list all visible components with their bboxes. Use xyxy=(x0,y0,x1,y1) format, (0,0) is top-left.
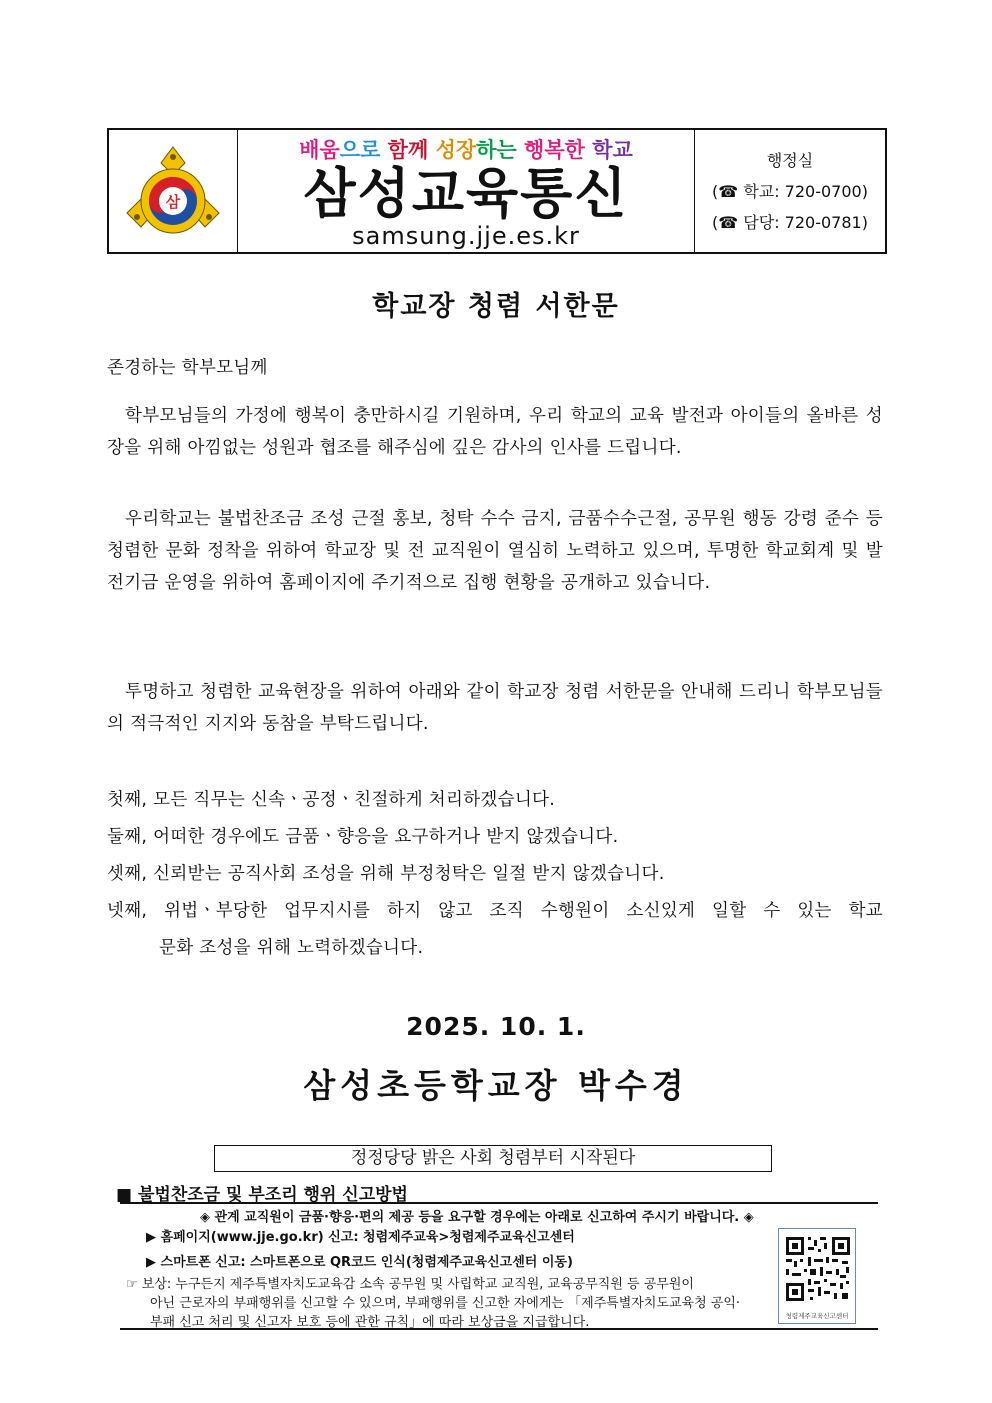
slogan xyxy=(238,134,694,164)
emblem-char: 삼 xyxy=(165,193,181,211)
qr-code[interactable] xyxy=(778,1228,856,1324)
letter-date: 2025. 10. 1. xyxy=(406,1012,586,1041)
report-box xyxy=(120,1202,878,1330)
paragraph-1-text: 학부모님들의 가정에 행복이 충만하시길 기원하며, 우리 학교의 교육 발전과 아이들의 올바른 성장을 위해 아낌없는 성원과 협조를 해주심에 깊은 감사의 인사를 드립니다. xyxy=(107,406,883,458)
phone-school: (☎ 학교: 720-0700) xyxy=(712,181,868,201)
page-title: 학교장 청렴 서한문 xyxy=(372,291,620,322)
paragraph-2-text: 우리학교는 불법찬조금 조성 근절 홍보, 청탁 수수 금지, 금품수수근절, 공무원 행동 강령 준수 등 청렴한 문화 정착을 위하여 학교장 및 전 교직원이 열심히 노력하고 있으며, 투명한 학교회계 및 발전기금 운영을 위하여 홈페이지에 주기적으로 집행 현황을 공개하고 있습니다. xyxy=(107,509,883,593)
slogan-part: 행복한 xyxy=(524,138,593,162)
slogan-part: 배움 xyxy=(299,138,340,162)
masthead-block xyxy=(238,130,695,252)
pledge-item-1: 첫째, 모든 직무는 신속ㆍ공정ㆍ친절하게 처리하겠습니다. xyxy=(107,790,556,810)
report-notice: ◈ 관계 교직원이 금품·향응·편의 제공 등을 요구할 경우에는 아래로 신고하여 주시기 바랍니다. ◈ xyxy=(200,1210,754,1225)
pledge-item-4-continued: 문화 조성을 위해 노력하겠습니다. xyxy=(159,938,424,958)
report-homepage: ▶ 홈페이지(www.jje.go.kr) 신고: 청렴제주교육>청렴제주교육신고센터 xyxy=(146,1230,575,1245)
integrity-banner: 정정당당 밝은 사회 청렴부터 시작된다 xyxy=(214,1145,772,1172)
paragraph-3 xyxy=(107,676,883,740)
qr-code-icon xyxy=(780,1231,856,1307)
school-website: samsung.jje.es.kr xyxy=(352,222,580,250)
pledge-item-4: 넷째, 위법ㆍ부당한 업무지시를 하지 않고 조직 수행원이 소신있게 일할 수 있는 학교 xyxy=(107,901,883,921)
pledge-list xyxy=(107,782,883,967)
qr-caption: 청렴제주교육신고센터 xyxy=(785,1312,849,1320)
pledge-item-2: 둘째, 어떠한 경우에도 금품ㆍ향응을 요구하거나 받지 않겠습니다. xyxy=(107,827,619,847)
phone-staff: (☎ 담당: 720-0781) xyxy=(712,212,868,232)
slogan-part: 학교 xyxy=(592,138,633,162)
contact-block xyxy=(695,130,885,252)
slogan-part: 성장 xyxy=(435,138,477,162)
office-label: 행정실 xyxy=(766,150,814,170)
slogan-part: 함께 xyxy=(387,138,436,162)
report-reward-1: ☞ 보상: 누구든지 제주특별자치도교육감 소속 공무원 및 사립학교 교직원, 교육공무직원 등 공무원이 xyxy=(126,1277,694,1292)
paragraph-1 xyxy=(107,400,883,464)
slogan-part: 으로 xyxy=(339,138,388,162)
salutation: 존경하는 학부모님께 xyxy=(107,358,268,378)
paragraph-2 xyxy=(107,503,883,599)
school-emblem-icon xyxy=(119,141,227,241)
newsletter-header xyxy=(107,128,887,254)
slogan-part: 하는 xyxy=(476,138,525,162)
paragraph-3-text: 투명하고 청렴한 교육현장을 위하여 아래와 같이 학교장 청렴 서한문을 안내해 드리니 학부모님들의 적극적인 지지와 동참을 부탁드립니다. xyxy=(107,682,883,734)
school-emblem xyxy=(109,130,238,252)
report-heading: ■ 불법찬조금 및 부조리 행위 신고방법 xyxy=(116,1185,408,1205)
masthead-title: 삼성교육통신 xyxy=(303,162,629,225)
pledge-item-3: 셋째, 신뢰받는 공직사회 조성을 위해 부정청탁은 일절 받지 않겠습니다. xyxy=(107,864,665,884)
report-smartphone: ▶ 스마트폰 신고: 스마트폰으로 QR코드 인식(청렴제주교육신고센터 이동) xyxy=(146,1255,573,1270)
report-reward-2: 아닌 근로자의 부패행위를 신고할 수 있으며, 부패행위를 신고한 자에게는 「제주특별자치도교육청 공익· xyxy=(150,1296,741,1311)
principal-signature: 삼성초등학교장 박수경 xyxy=(303,1066,689,1105)
report-reward-3: 부패 신고 처리 및 신고자 보호 등에 관한 규칙」에 따라 보상금을 지급합니다. xyxy=(150,1315,590,1330)
